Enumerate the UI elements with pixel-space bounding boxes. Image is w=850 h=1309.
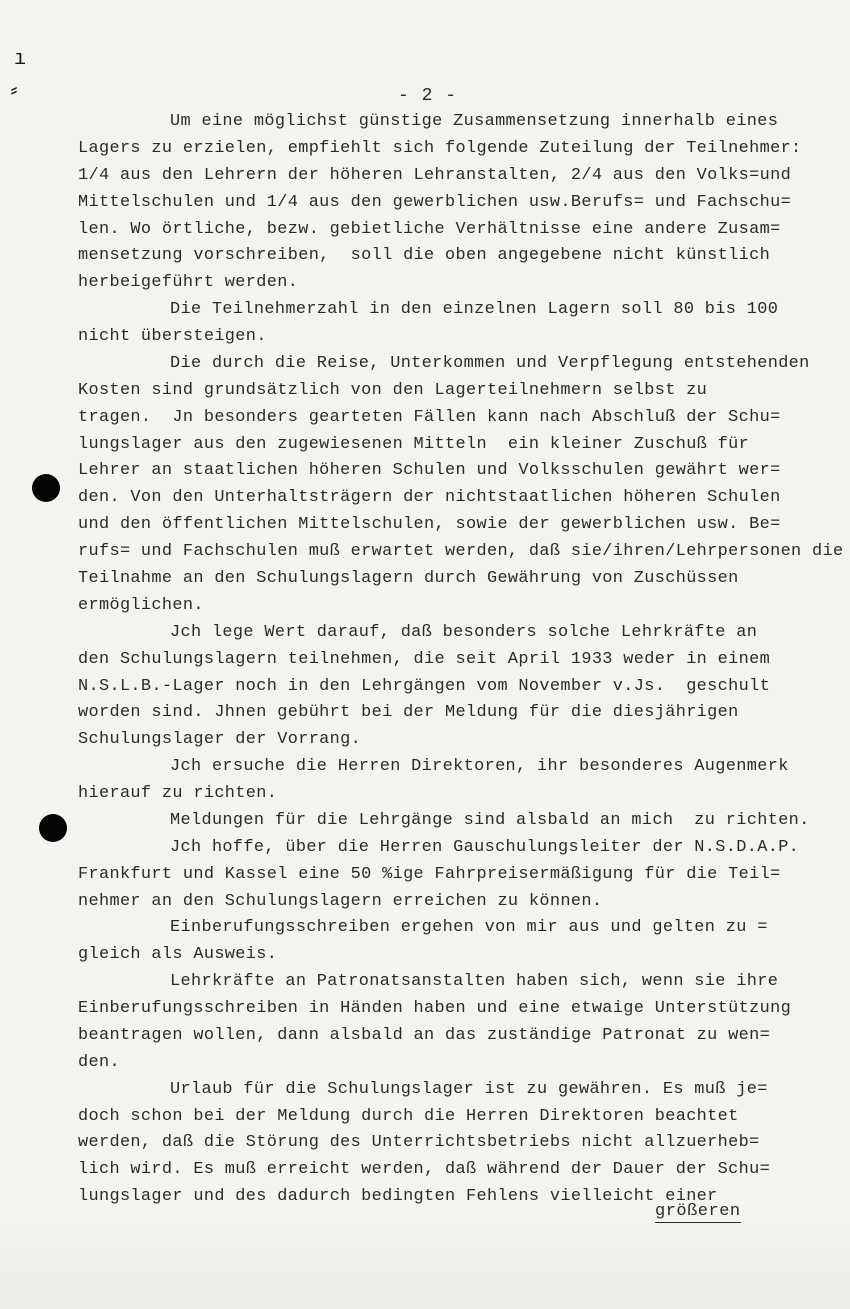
page-number: - 2 -: [398, 86, 458, 106]
text-line: den.: [78, 1052, 120, 1072]
text-line: Teilnahme an den Schulungslagern durch Gewährung von Zuschüssen: [78, 569, 739, 588]
text-line: hierauf zu richten.: [78, 784, 278, 803]
text-line: Frankfurt und Kassel eine 50 %ige Fahrpreisermäßigung für die Teil=: [78, 864, 781, 884]
text-line: Jch ersuche die Herren Direktoren, ihr besonderes Augenmerk: [170, 757, 789, 777]
text-line: ermöglichen.: [78, 595, 204, 615]
text-line: tragen. Jn besonders gearteten Fällen kann nach Abschluß der Schu=: [78, 407, 781, 427]
text-line: Um eine möglichst günstige Zusammensetzung innerhalb eines: [170, 112, 779, 131]
text-line: nicht übersteigen.: [78, 327, 267, 346]
text-line: Kosten sind grundsätzlich von den Lagerteilnehmern selbst zu: [78, 380, 708, 400]
catchword: größeren: [655, 1202, 741, 1221]
text-line: und den öffentlichen Mittelschulen, sowie der gewerblichen usw. Be=: [78, 515, 781, 535]
text-line: Mittelschulen und 1/4 aus den gewerblichen usw.Berufs= und Fachschu=: [78, 192, 792, 212]
text-line: beantragen wollen, dann alsbald an das zuständige Patronat zu wen=: [78, 1025, 771, 1045]
margin-mark-icon: ⸗: [8, 80, 21, 103]
punch-hole-bottom: [39, 814, 67, 842]
text-line: lungslager und des dadurch bedingten Fehlens vielleicht einer: [78, 1187, 718, 1207]
text-line: N.S.L.B.-Lager noch in den Lehrgängen vom November v.Js. geschult: [78, 676, 771, 696]
margin-mark-icon: ı: [14, 48, 27, 71]
text-line: len. Wo örtliche, bezw. gebietliche Verhältnisse eine andere Zusam=: [78, 219, 781, 239]
text-line: doch schon bei der Meldung durch die Herren Direktoren beachtet: [78, 1106, 739, 1126]
scan-noise: [0, 1225, 850, 1309]
text-line: den. Von den Unterhaltsträgern der nichtstaatlichen höheren Schulen: [78, 488, 781, 508]
text-line: herbeigeführt werden.: [78, 273, 299, 293]
text-line: Urlaub für die Schulungslager ist zu gewähren. Es muß je=: [170, 1079, 768, 1099]
punch-hole-top: [32, 474, 60, 502]
text-line: werden, daß die Störung des Unterrichtsbetriebs nicht allzuerheb=: [78, 1133, 760, 1153]
text-line: den Schulungslagern teilnehmen, die seit April 1933 weder in einem: [78, 649, 771, 669]
text-line: Schulungslager der Vorrang.: [78, 730, 362, 750]
text-line: lungslager aus den zugewiesenen Mitteln ein kleiner Zuschuß für: [78, 434, 750, 454]
text-line: gleich als Ausweis.: [78, 945, 278, 965]
text-line: Die durch die Reise, Unterkommen und Verpflegung entstehenden: [170, 353, 810, 373]
text-line: Lehrer an staatlichen höheren Schulen und Volksschulen gewährt wer=: [78, 461, 781, 481]
text-line: 1/4 aus den Lehrern der höheren Lehranstalten, 2/4 aus den Volks=und: [78, 165, 792, 185]
text-line: Meldungen für die Lehrgänge sind alsbald an mich zu richten.: [170, 810, 810, 830]
text-line: Lehrkräfte an Patronatsanstalten haben sich, wenn sie ihre: [170, 972, 779, 992]
text-line: worden sind. Jhnen gebührt bei der Meldung für die diesjährigen: [78, 703, 739, 723]
text-line: Jch hoffe, über die Herren Gauschulungsleiter der N.S.D.A.P.: [170, 837, 800, 857]
text-line: Einberufungsschreiben ergehen von mir aus und gelten zu =: [170, 918, 768, 938]
text-line: rufs= und Fachschulen muß erwartet werden, daß sie/ihren/Lehrpersonen die: [78, 542, 844, 562]
text-line: Lagers zu erzielen, empfiehlt sich folgende Zuteilung der Teilnehmer:: [78, 138, 802, 158]
text-line: Jch lege Wert darauf, daß besonders solche Lehrkräfte an: [170, 622, 758, 642]
text-line: lich wird. Es muß erreicht werden, daß während der Dauer der Schu=: [78, 1160, 771, 1180]
text-line: mensetzung vorschreiben, soll die oben angegebene nicht künstlich: [78, 246, 771, 266]
text-line: Die Teilnehmerzahl in den einzelnen Lagern soll 80 bis 100: [170, 300, 779, 320]
text-line: nehmer an den Schulungslagern erreichen zu können.: [78, 891, 603, 911]
text-line: Einberufungsschreiben in Händen haben und eine etwaige Unterstützung: [78, 999, 792, 1018]
